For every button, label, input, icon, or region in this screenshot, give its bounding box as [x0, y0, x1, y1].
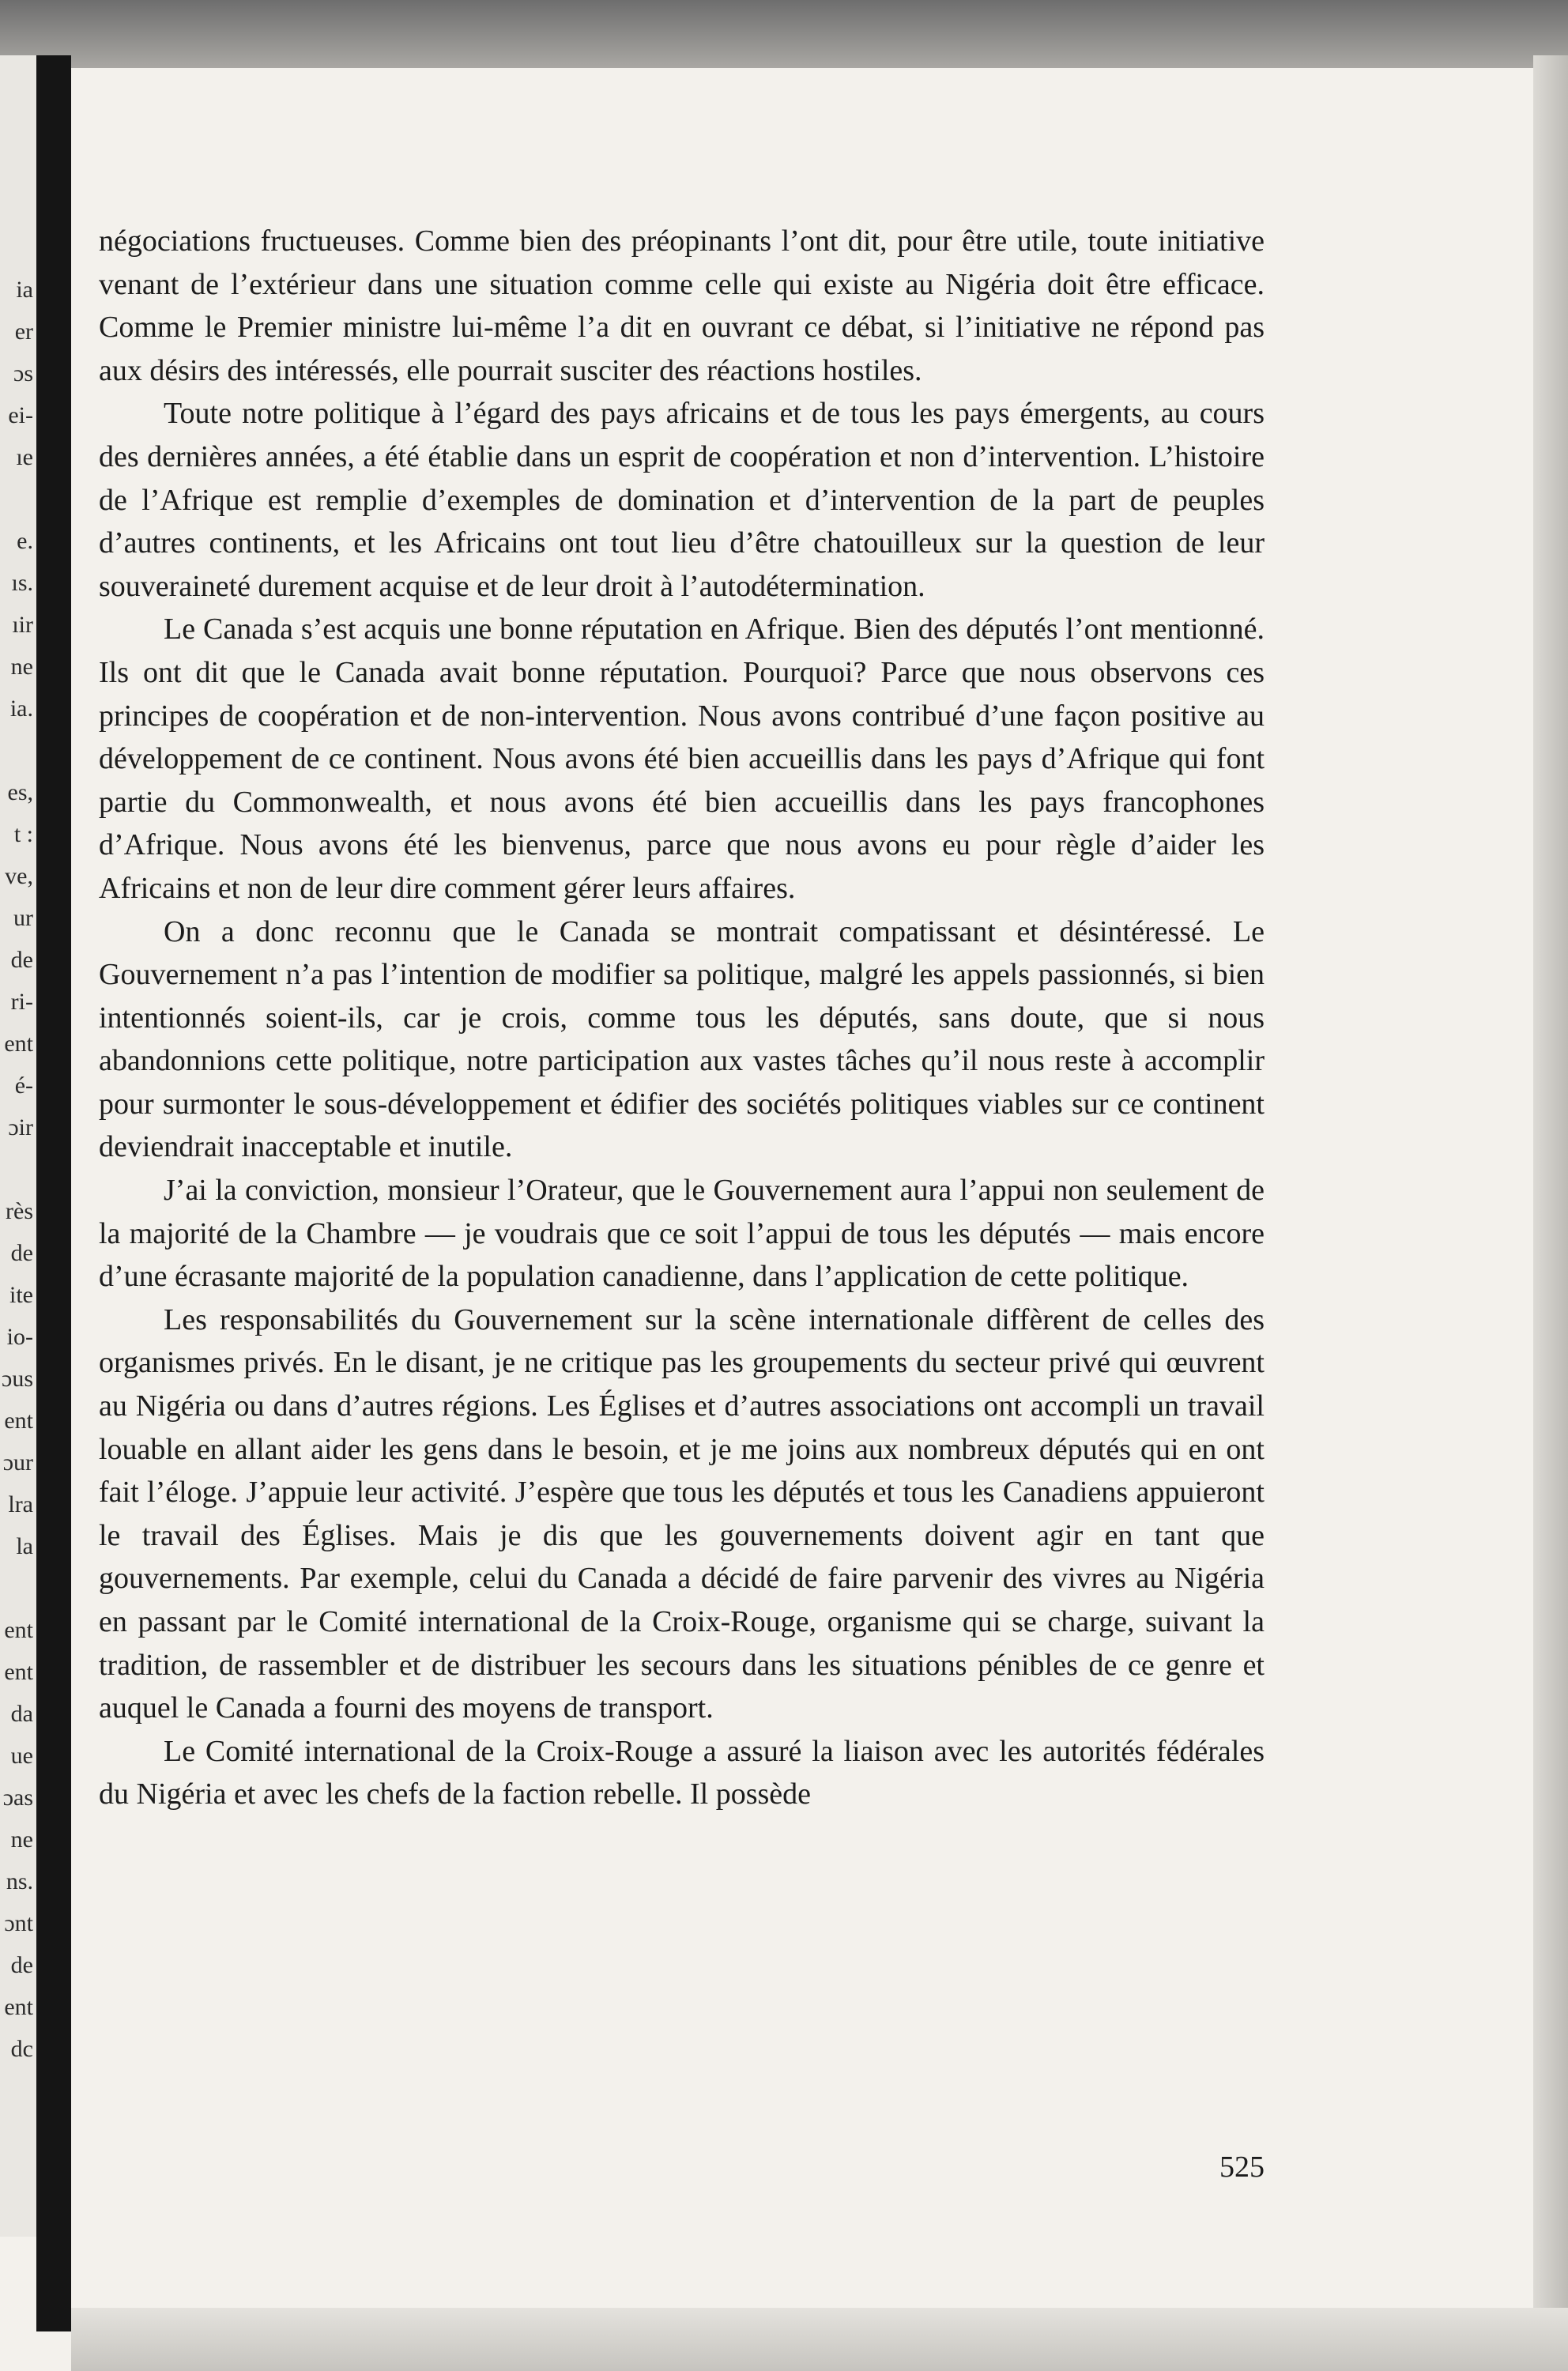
paragraph: Le Comité international de la Croix-Rouge a assuré la liaison avec les autorités fédérales du Nigéria et avec les chefs de la faction rebelle. Il possède [99, 1734, 1265, 1811]
margin-fragment [0, 478, 36, 520]
margin-fragment: ɔus [2, 1366, 33, 1392]
margin-fragment [0, 1148, 36, 1190]
margin-fragment: ia [16, 277, 33, 303]
margin-fragment: ɔur [2, 1449, 33, 1476]
margin-fragment: ent [4, 1659, 33, 1685]
margin-fragment: ne [10, 654, 33, 680]
paragraph: Le Canada s’est acquis une bonne réputation en Afrique. Bien des députés l’ont mentionné. Ils ont dit que le Canada avait bonne réputation. Pourquoi? Parce que nous observons ces principes de coopération et de non-intervention. Nous avons contribué d’une façon positive au développement de ce continent. Nous avons été bien accueillis dans les pays d’Afrique qui font partie du Commonwealth, et nous avons été bien accueillis dans les pays francophones d’Afrique. Nous avons été les bienvenus, parce que nous avons eu pour règle d’aider les Africains et non de leur dire comment gérer leurs affaires. [99, 613, 1265, 905]
paragraph: Les responsabilités du Gouvernement sur la scène internationale diffèrent de celles des organismes privés. En le disant, je ne critique pas les groupements du secteur privé qui œuvrent au Nigéria ou dans d’autres régions. Les Églises et d’autres associations ont accompli un travail louable en allant aider les gens dans le besoin, et je me joins aux nombreux députés qui en ont fait l’éloge. J’appuie leur activité. J’espère que tous les députés et tous les Canadiens appuieront le travail des Églises. Mais je dis que les gouvernements doivent agir en tant que gouvernements. Par exemple, celui du Canada a décidé de faire parvenir des vivres au Nigéria en passant par le Comité international de la Croix-Rouge, organisme qui se charge, suivant la tradition, de rassembler et de distribuer les secours dans les situations pénibles de ce genre et auquel le Canada a fourni des moyens de transport. [99, 1302, 1265, 1725]
margin-fragment: ue [10, 1743, 33, 1769]
margin-fragment: ei- [8, 402, 33, 428]
margin-fragment: e. [17, 528, 33, 554]
page-body [99, 220, 1265, 1816]
adjacent-page-fragments [0, 269, 36, 2166]
margin-fragment: ɔas [2, 1785, 33, 1811]
margin-fragment: ite [9, 1282, 33, 1308]
margin-fragment: ent [4, 1994, 33, 2020]
margin-fragment: ri- [10, 989, 33, 1015]
page-number: 525 [1219, 2150, 1265, 2184]
margin-fragment: de [10, 1952, 33, 1978]
margin-fragment: ɔnt [4, 1910, 33, 1936]
margin-fragment: er [14, 319, 33, 345]
margin-fragment: ıir [12, 612, 33, 638]
margin-fragment: ent [4, 1408, 33, 1434]
margin-fragment: é- [14, 1072, 33, 1099]
margin-fragment: io- [6, 1324, 33, 1350]
margin-fragment: t : [13, 821, 33, 847]
paragraph: Toute notre politique à l’égard des pays africains et de tous les pays émergents, au cours des dernières années, a été établie dans un esprit de coopération et non d’intervention. L’histoire de l’Afrique est remplie d’exemples de domination et d’intervention de la part de peuples d’autres continents, et les Africains ont tout lieu d’être chatouilleux sur la question de leur souveraineté durement acquise et de leur droit à l’autodétermination. [99, 397, 1265, 603]
margin-fragment: ıe [16, 444, 33, 470]
margin-fragment: ıs. [11, 570, 33, 596]
margin-fragment [0, 1567, 36, 1609]
margin-fragment: de [10, 947, 33, 973]
margin-fragment: ur [13, 905, 33, 931]
margin-fragment: ve, [5, 863, 33, 889]
margin-fragment: ɔs [13, 360, 33, 386]
margin-fragment: ɔir [8, 1114, 33, 1140]
margin-fragment: ne [10, 1826, 33, 1853]
margin-fragment: es, [7, 779, 33, 805]
margin-fragment: de [10, 1240, 33, 1266]
paragraph: négociations fructueuses. Comme bien des préopinants l’ont dit, pour être utile, toute initiative venant de l’extérieur dans une situation comme celle qui existe au Nigéria doit être efficace. Comme le Premier ministre lui-même l’a dit en ouvrant ce débat, si l’initiative ne répond pas aux désirs des intéressés, elle pourrait susciter des réactions hostiles. [99, 224, 1265, 387]
margin-fragment: ent [4, 1031, 33, 1057]
margin-fragment: da [10, 1701, 33, 1727]
margin-fragment: ns. [6, 1868, 33, 1894]
page-right-edge [1533, 55, 1568, 2371]
paragraph: J’ai la conviction, monsieur l’Orateur, que le Gouvernement aura l’appui non seulement de la majorité de la Chambre — je voudrais que ce soit l’appui de tous les députés — mais encore d’une écrasante majorité de la population canadienne, dans l’application de cette politique. [99, 1174, 1265, 1294]
margin-fragment [0, 729, 36, 771]
paragraph: On a donc reconnu que le Canada se montrait compatissant et désintéressé. Le Gouvernement n’a pas l’intention de modifier sa politique, malgré les appels passionnés, si bien intentionnés soient-ils, car je crois, comme tous les députés, sans doute, que si nous abandonnions cette politique, notre participation aux vastes tâches qu’il nous reste à accomplir pour surmonter le sous-développement et édifier des sociétés politiques viables sur ce continent deviendrait inacceptable et inutile. [99, 914, 1265, 1164]
margin-fragment: ia. [9, 695, 33, 722]
margin-fragment: la [16, 1533, 33, 1559]
scan-top-shadow [0, 0, 1568, 68]
margin-fragment: lra [8, 1491, 33, 1517]
margin-fragment: rès [6, 1198, 33, 1224]
book-gutter-shadow [36, 55, 71, 2331]
margin-fragment: dc [10, 2036, 33, 2062]
scan-bottom-shadow [71, 2308, 1568, 2371]
margin-fragment: ent [4, 1617, 33, 1643]
